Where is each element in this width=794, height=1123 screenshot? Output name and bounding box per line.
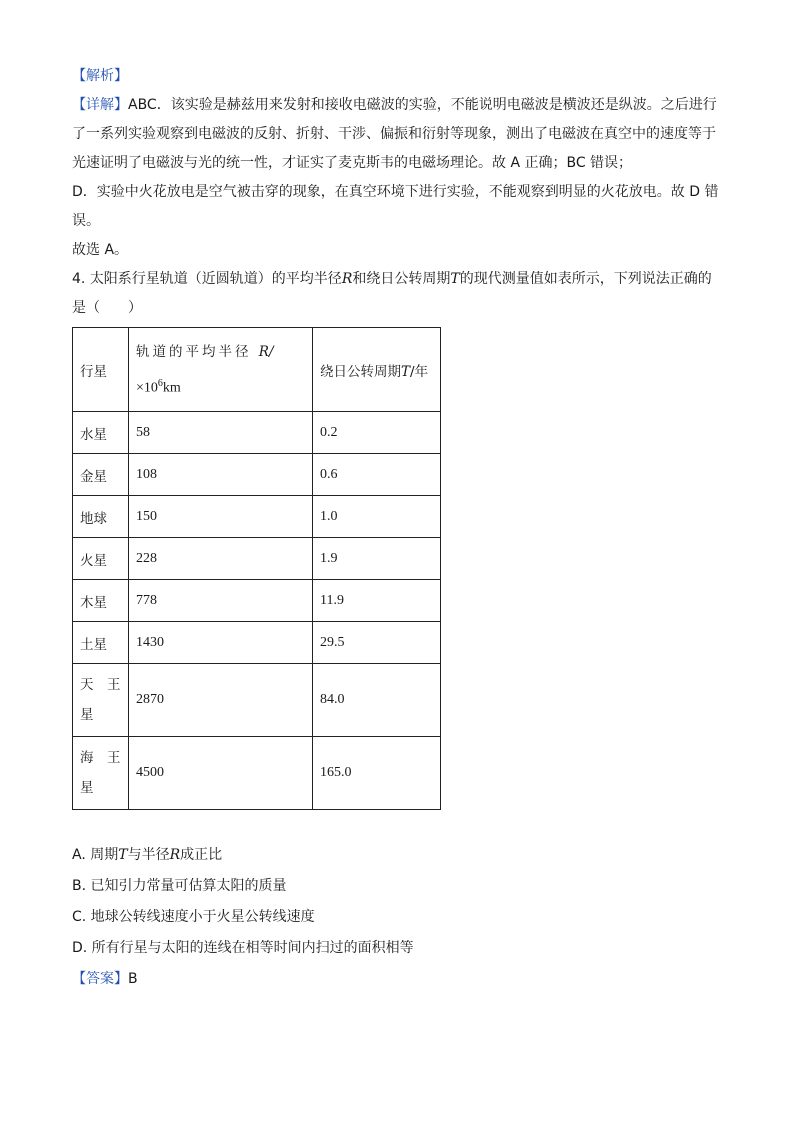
table-row: 金星 108 0.6: [73, 454, 441, 496]
document-page: [72, 62, 732, 995]
analysis-heading: 【解析】: [72, 68, 128, 84]
detail-line-3: 光速证明了电磁波与光的统一性，才证实了麦克斯韦的电磁场理论。故 A 正确；BC 错误；: [72, 155, 633, 171]
table-row: 水星 58 0.2: [73, 412, 441, 454]
detail-tag: 【详解】: [72, 97, 128, 113]
table-row: 海 王 星 4500 165.0: [73, 737, 441, 810]
option-d: D. 所有行星与太阳的连线在相等时间内扫过的面积相等: [72, 940, 414, 956]
answer-tag: 【答案】: [72, 971, 128, 987]
table-row: 火星 228 1.9: [73, 538, 441, 580]
detail-line-1: 【详解】ABC．该实验是赫兹用来发射和接收电磁波的实验，不能说明电磁波是横波还是纵波。之后进行: [72, 97, 717, 113]
answer-line: [72, 964, 732, 995]
option-a: A. 周期T与半径R成正比: [72, 847, 223, 863]
table-row: 天 王 星 2870 84.0: [73, 664, 441, 737]
detail-line-2: 了一系列实验观察到电磁波的反射、折射、干涉、偏振和衍射等现象，测出了电磁波在真空中的速度等于: [72, 126, 716, 142]
table-header-row: [73, 328, 441, 412]
header-radius: 轨道的平均半径 R/ $\times 10^6km$: [129, 328, 313, 412]
planet-orbit-table: [72, 327, 441, 810]
question-stem: 4. 太阳系行星轨道（近圆轨道）的平均半径R和绕日公转周期T的现代测量值如表所示，下列说法正确的: [72, 271, 712, 287]
table-row: 地球 150 1.0: [73, 496, 441, 538]
header-period: 绕日公转周期T/年: [313, 328, 441, 412]
option-c: C. 地球公转线速度小于火星公转线速度: [72, 909, 315, 925]
detail-line-5: 误。: [72, 213, 100, 229]
question-number: 4.: [72, 271, 86, 287]
option-b: B. 已知引力常量可估算太阳的质量: [72, 878, 287, 894]
detail-line-4: D．实验中火花放电是空气被击穿的现象，在真空环境下进行实验，不能观察到明显的火花放电。故 D 错: [72, 184, 719, 200]
choice-conclusion: 故选 A。: [72, 242, 129, 258]
table-row: 土星 1430 29.5: [73, 622, 441, 664]
header-planet: 行星: [73, 328, 129, 412]
question-stem-cont: 是（ ）: [72, 300, 142, 316]
answer-value: B: [128, 971, 138, 987]
table-row: 木星 778 11.9: [73, 580, 441, 622]
